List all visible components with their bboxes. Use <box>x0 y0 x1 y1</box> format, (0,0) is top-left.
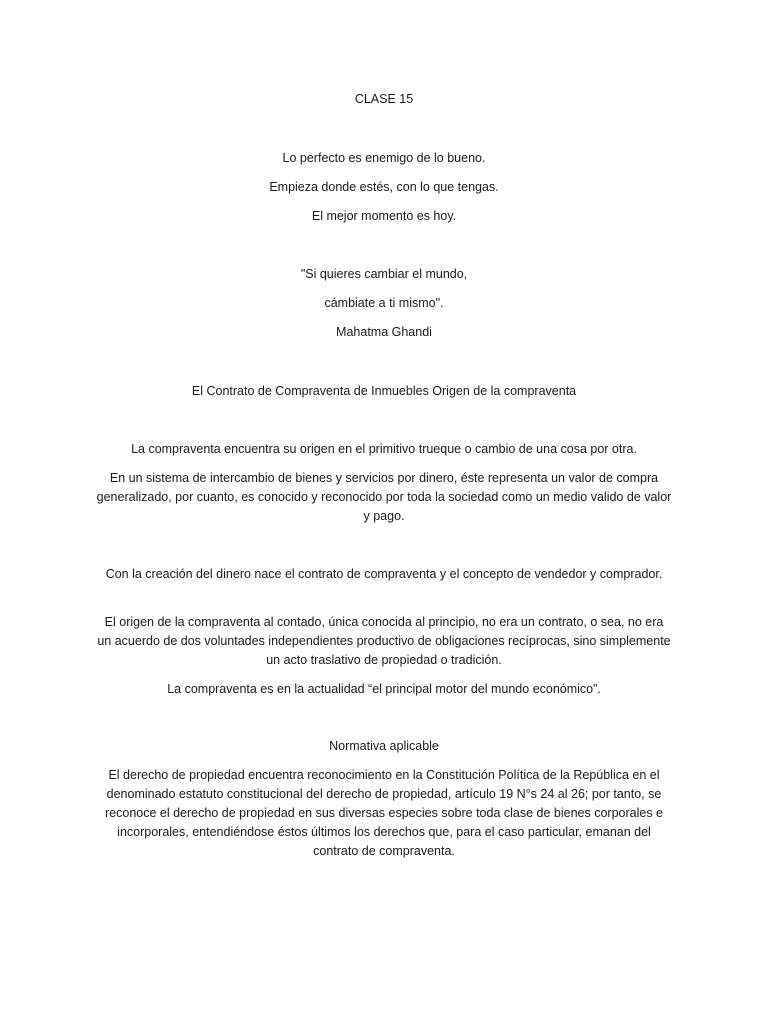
paragraph: El origen de la compraventa al contado, única conocida al principio, no era un contrato, o sea, no era un acuerdo de dos voluntades independientes productivo de obligaciones recíprocas, sino simplemente un acto traslativo de propiedad o tradición. <box>97 615 671 667</box>
quote-line: Empieza donde estés, con lo que tengas. <box>269 180 499 194</box>
quote-line: Lo perfecto es enemigo de lo bueno. <box>282 151 486 165</box>
ghandi-quote-line-2: cámbiate a ti mismo". <box>324 296 444 310</box>
section-heading: El Contrato de Compraventa de Inmuebles Origen de la compraventa <box>191 384 577 398</box>
quote-line: El mejor momento es hoy. <box>311 209 457 223</box>
section-heading: Normativa aplicable <box>329 739 439 753</box>
paragraph: La compraventa encuentra su origen en el primitivo trueque o cambio de una cosa por otra. <box>131 442 637 456</box>
paragraph: Con la creación del dinero nace el contrato de compraventa y el concepto de vendedor y comprador. <box>105 567 663 581</box>
paragraph: En un sistema de intercambio de bienes y servicios por dinero, éste representa un valor de compra generalizado, por cuanto, es conocido y reconocido por toda la sociedad como un medio valido de valor y pago. <box>96 471 672 523</box>
paragraph: La compraventa es en la actualidad “el principal motor del mundo económico”. <box>167 682 601 696</box>
ghandi-quote-line-1: "Si quieres cambiar el mundo, <box>300 267 468 281</box>
paragraph: El derecho de propiedad encuentra reconocimiento en la Constitución Política de la República en el denominado estatuto constitucional del derecho de propiedad, artículo 19 N°s 24 al 26; por tanto, se reconoce el derecho de propiedad en sus diversas especies sobre toda clase de bienes corporales e incorporales, entendiéndose éstos últimos los derechos que, para el caso particular, emanan del contrato de compraventa. <box>105 768 663 858</box>
page-title: CLASE 15 <box>354 92 414 106</box>
quote-author: Mahatma Ghandi <box>336 325 432 339</box>
